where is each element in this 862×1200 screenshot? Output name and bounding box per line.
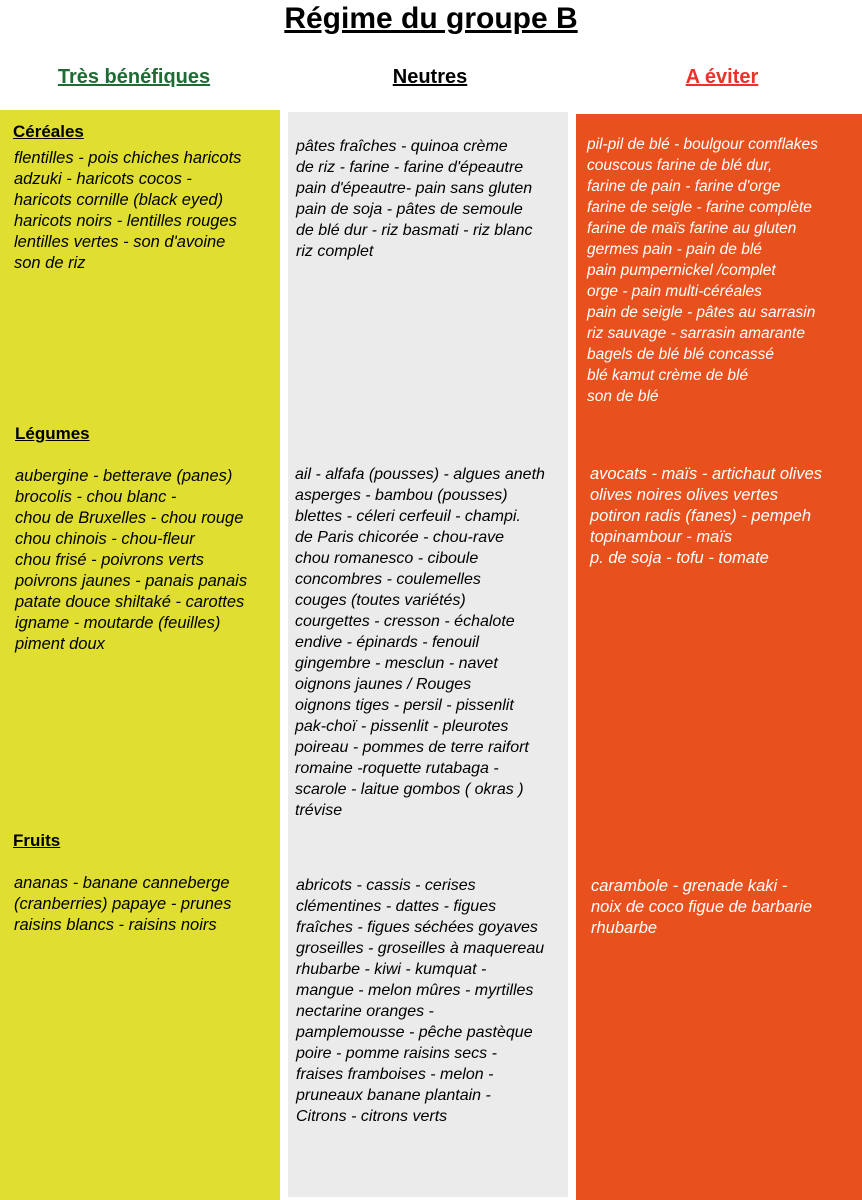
neutral-cereals-list: pâtes fraîches - quinoa crème de riz - farine - farine d'épeautre pain d'épeautre- pain sans gluten pain de soja - pâtes de semoule de blé dur - riz basmati - riz blanc riz complet [296, 138, 533, 260]
column-avoid [576, 114, 862, 1200]
column-header-avoid: A éviter [685, 66, 759, 88]
neutral-vegetables-list: ail - alfafa (pousses) - algues aneth asperges - bambou (pousses) blettes - céleri cerfeuil - champi. de Paris chicorée - chou-rave chou romanesco - ciboule concombres - coulemelles couges (toutes variétés) courgettes - cresson - échalote endive - épinards - fenouil gingembre - mesclun - navet oignons jaunes / Rouges oignons tiges - persil - pissenlit pak-choï - pissenlit - pleurotes poireau - pommes de terre raifort romaine -roquette rutabaga - scarole - laitue gombos ( okras ) trévise [295, 466, 545, 819]
column-beneficial [0, 110, 280, 1200]
avoid-vegetables-list: avocats - maïs - artichaut olives olives noires olives vertes potiron radis (fanes) - pempeh topinambour - maïs p. de soja - tofu - tomate [590, 465, 822, 567]
category-fruits-label: Fruits [13, 831, 61, 850]
neutral-fruits-list: abricots - cassis - cerises clémentines - dattes - figues fraîches - figues séchées goyaves groseilles - groseilles à maquereau rhubarbe - kiwi - kumquat - mangue - melon mûres - myrtilles nectarine oranges - pamplemousse - pêche pastèque poire - pomme raisins secs - fraises framboises - melon - pruneaux banane plantain - Citrons - citrons verts [296, 877, 545, 1125]
beneficial-fruits-list: ananas - banane canneberge (cranberries) papaye - prunes raisins blancs - raisins noirs [14, 874, 232, 934]
column-header-neutral: Neutres [392, 66, 468, 88]
page-title: Régime du groupe B [284, 2, 578, 35]
avoid-fruits-list: carambole - grenade kaki - noix de coco figue de barbarie rhubarbe [591, 877, 813, 937]
beneficial-vegetables-list: aubergine - betterave (panes) brocolis - chou blanc - chou de Bruxelles - chou rouge chou chinois - chou-fleur chou frisé - poivrons verts poivrons jaunes - panais panais patate douce shiltaké - carottes igname - moutarde (feuilles) piment doux [15, 467, 248, 653]
column-header-beneficial: Très bénéfiques [57, 66, 211, 88]
column-neutral [288, 112, 568, 1197]
category-vegetables-label: Légumes [15, 424, 90, 443]
category-cereals-label: Céréales [13, 122, 84, 141]
avoid-cereals-list: pil-pil de blé - boulgour comflakes couscous farine de blé dur, farine de pain - farine d'orge farine de seigle - farine complète farine de maïs farine au gluten germes pain - pain de blé pain pumpernickel /complet orge - pain multi-céréales pain de seigle - pâtes au sarrasin riz sauvage - sarrasin amarante bagels de blé blé concassé blé kamut crème de blé son de blé [587, 136, 818, 405]
beneficial-cereals-list: flentilles - pois chiches haricots adzuki - haricots cocos - haricots cornille (black eyed) haricots noirs - lentilles rouges lentilles vertes - son d'avoine son de riz [14, 149, 242, 272]
